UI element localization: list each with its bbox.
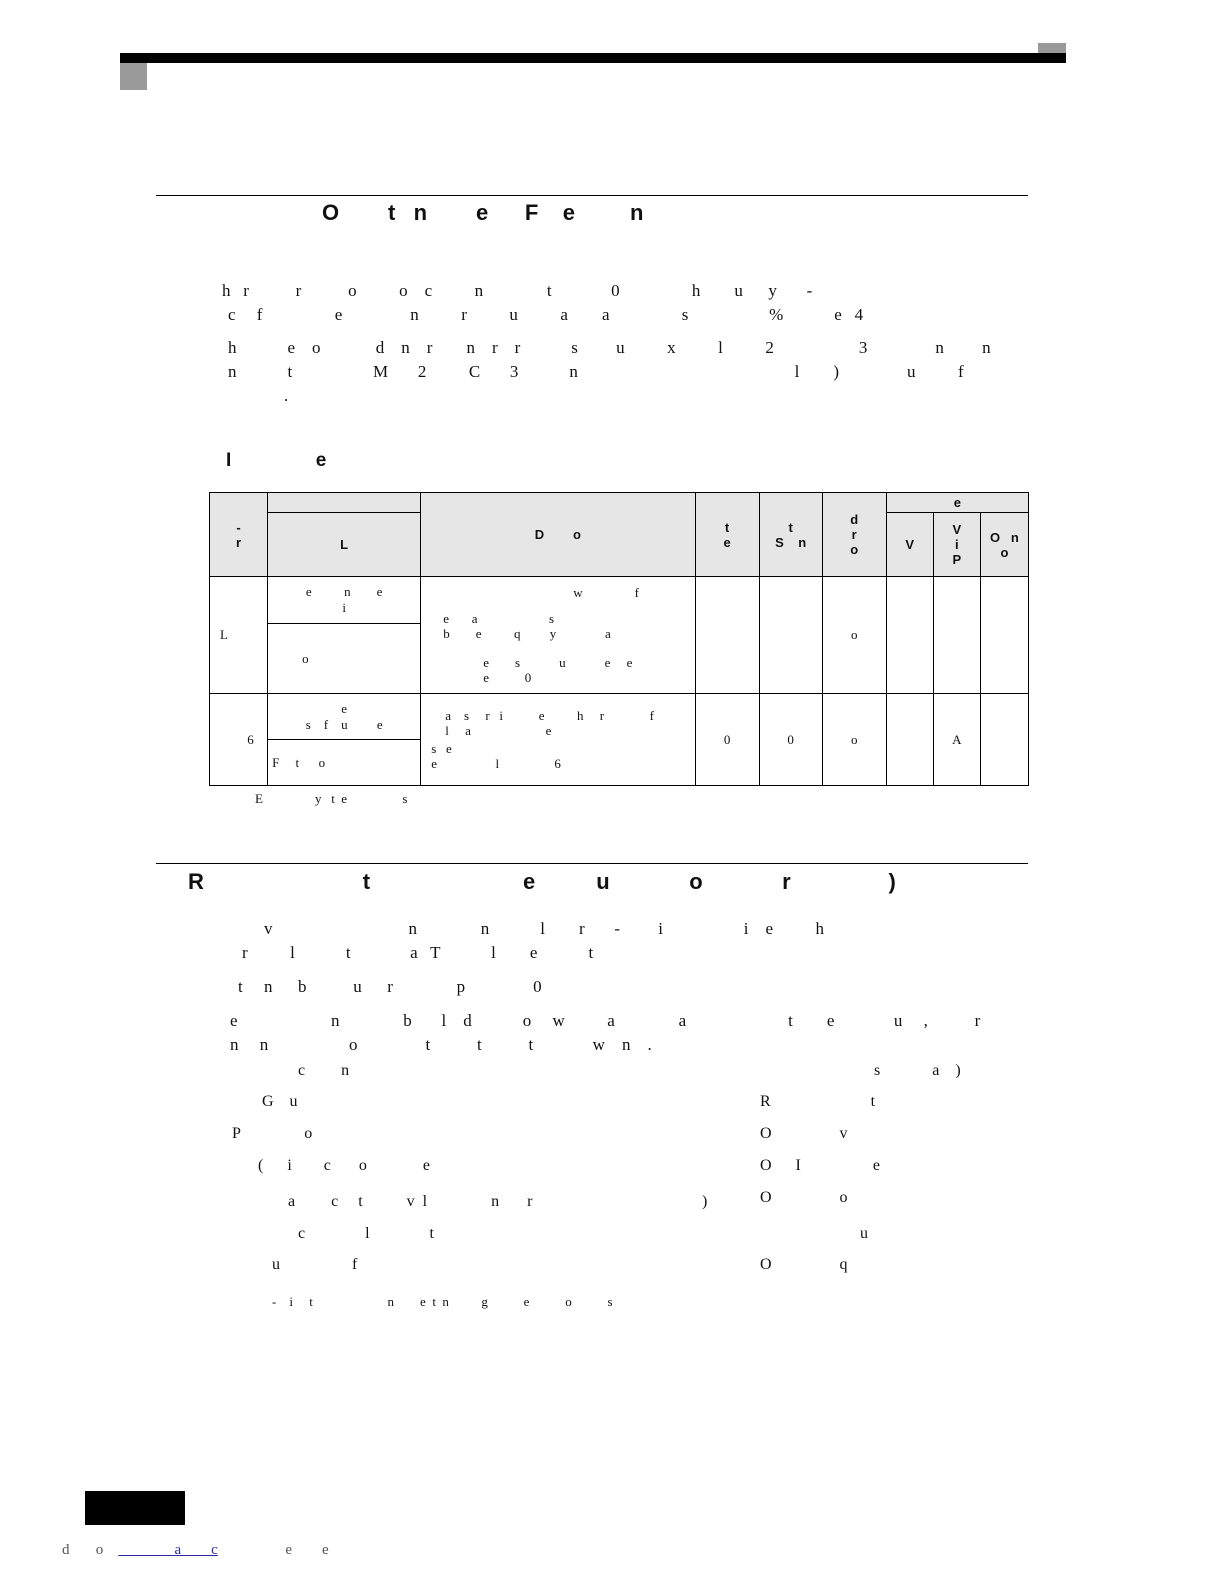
section2-p3-line1: e n b l d o w a a t e u , r <box>230 1011 981 1030</box>
row2-change: o <box>822 694 886 786</box>
section2-rule <box>156 863 1028 864</box>
row2-name-a: e s f u e <box>268 694 421 740</box>
table-subheading: I e <box>226 450 327 471</box>
footer-prefix: d o <box>62 1542 119 1558</box>
table-row <box>210 577 1029 624</box>
section1-para2-line1: h e o d n r n r r s u x l 2 3 n n <box>228 338 991 357</box>
list-item: O o <box>760 1189 848 1206</box>
header-col2: L <box>268 513 421 577</box>
row1-v <box>886 577 933 694</box>
row2-vp: A <box>933 694 980 786</box>
spec-table <box>209 492 1029 786</box>
row1-param: L <box>210 577 268 694</box>
row1-change: o <box>822 577 886 694</box>
list-item: u f <box>272 1256 358 1273</box>
section2-p1-line2: r l t a T l e t <box>242 943 594 962</box>
row1-description: w f e a s b e q y a e s u e e e 0 <box>421 577 695 694</box>
list-item-close: ) <box>702 1193 708 1210</box>
section1-para1-line1: h r r o o c n t 0 h u y - <box>222 281 813 300</box>
section1-para1-line2: c f e n r u a a s % e 4 <box>228 305 864 324</box>
list-item: P o <box>232 1125 313 1142</box>
header-tab-right <box>1038 43 1066 53</box>
section1-para2-line3: . <box>284 386 289 405</box>
row2-open <box>980 694 1028 786</box>
header-col1: - r <box>210 493 268 577</box>
header-col6: d r o <box>822 493 886 577</box>
list-item: G u <box>262 1093 298 1110</box>
row1-default <box>759 577 822 694</box>
section1-para2-line2: n t M 2 C 3 n l ) u f <box>228 362 964 381</box>
list-item: ( i c o e <box>258 1157 430 1174</box>
list-item: c l t <box>298 1225 434 1242</box>
list-item: R t <box>760 1093 876 1110</box>
header-col5: t S n <box>759 493 822 577</box>
list-item: c n <box>298 1062 350 1079</box>
section2-p3-line2: n n o t t t w n . <box>230 1035 652 1054</box>
list-item: u <box>860 1225 868 1242</box>
row2-default: 0 <box>759 694 822 786</box>
header-bar <box>120 53 1066 63</box>
section1-rule <box>156 195 1028 196</box>
header-col2-top <box>268 493 421 513</box>
row1-open <box>980 577 1028 694</box>
row1-vp <box>933 577 980 694</box>
row2-range: 0 <box>695 694 759 786</box>
footer-suffix: e e <box>217 1542 329 1558</box>
header-col3: D o <box>421 493 695 577</box>
row2-description: a s r i e h r f l a e s e e l 6 <box>421 694 695 786</box>
footer-text <box>62 1542 329 1559</box>
section2-heading: R t e u o r ) <box>188 869 896 894</box>
list-item: a c t v l n r <box>288 1193 533 1210</box>
list-item: O q <box>760 1256 848 1273</box>
row2-v <box>886 694 933 786</box>
table-footnote: E y t e s <box>255 791 408 806</box>
row1-name-a: e n e i <box>268 577 421 624</box>
section2-p2: t n b u r p 0 <box>238 977 542 996</box>
row2-param: 6 <box>210 694 268 786</box>
header-col4: t e <box>695 493 759 577</box>
header-tab-left <box>120 63 147 90</box>
section1-heading: O t n e F e n <box>322 200 644 225</box>
section2-p1-line1: v n n l r - i i e h <box>264 919 825 938</box>
list-item: O I e <box>760 1157 880 1174</box>
row2-name-b: F t o <box>268 740 421 786</box>
section2-note: - i t n e t n g e o s <box>272 1294 613 1309</box>
row1-range <box>695 577 759 694</box>
header-group: e <box>886 493 1028 513</box>
header-col9: O n o <box>980 513 1028 577</box>
header-col7: V <box>886 513 933 577</box>
row1-name-b: o <box>268 624 421 694</box>
list-item: s a ) <box>874 1062 961 1079</box>
footer-link[interactable]: a c <box>118 1542 218 1558</box>
list-item: O v <box>760 1125 848 1142</box>
table-row <box>210 694 1029 740</box>
page-number-block <box>85 1491 185 1525</box>
header-col8: V i P <box>933 513 980 577</box>
